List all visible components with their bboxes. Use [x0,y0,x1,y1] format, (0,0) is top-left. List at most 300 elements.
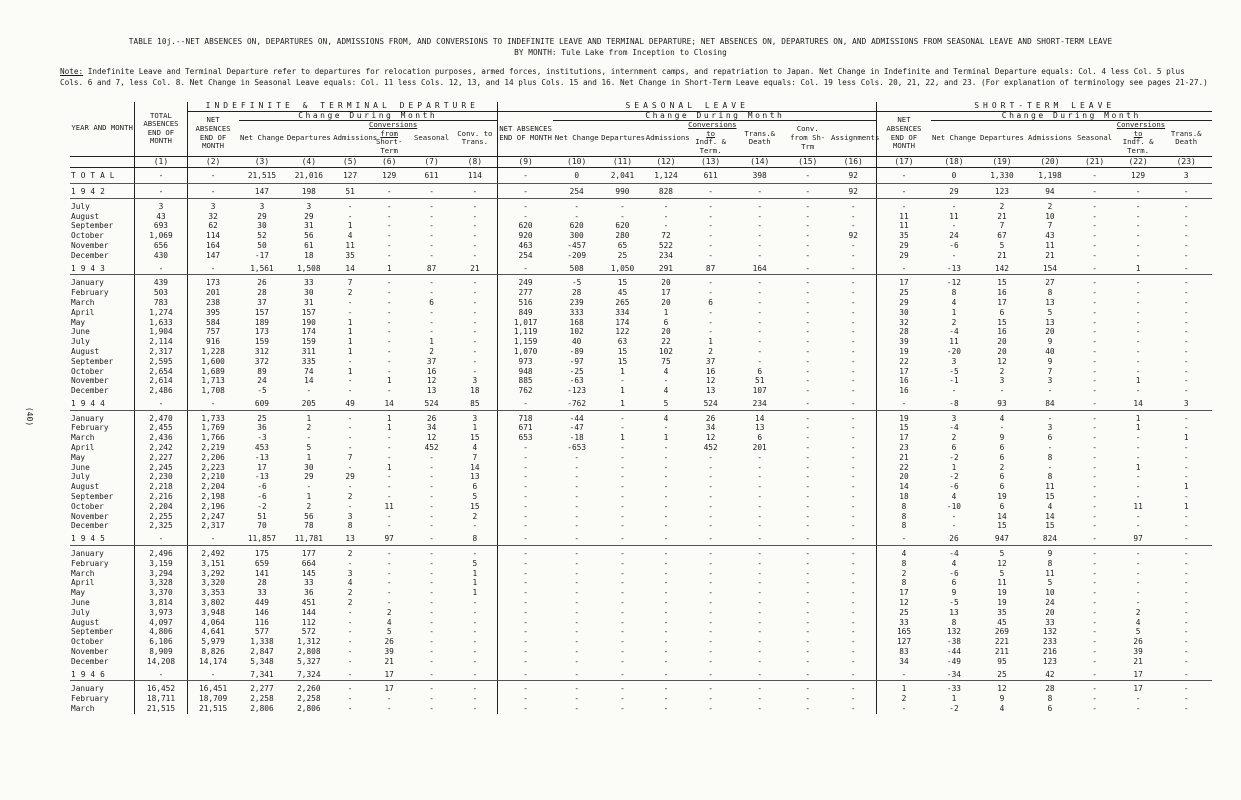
table-cell: - [663,578,669,588]
table-cell: -10 [946,501,961,511]
table-cell: - [574,558,580,568]
header-indef-departures: Departures [286,133,331,143]
table-cell: 3 [951,413,957,423]
table-row [70,231,1212,241]
table-cell: - [497,647,553,657]
table-cell: 29 [304,472,314,482]
table-cell: - [663,704,669,713]
table-cell: - [663,558,669,568]
table-cell: 34 [705,423,716,433]
table-cell: - [574,201,580,211]
table-cell: 13 [755,423,765,433]
table-cell: - [135,667,187,681]
table-cell: - [429,578,434,588]
table-cell: 15 [470,501,480,511]
table-cell: 2 [347,588,353,598]
column-number: (16) [830,156,877,168]
table-cell: - [620,201,625,211]
header-seasonal-conv-from-sh-trm: Conv. from Sh-Trm [790,124,826,151]
row-label: June [71,327,90,337]
table-cell: 335 [301,356,316,366]
table-cell: 159 [301,337,316,347]
table-cell: 2,223 [187,463,238,473]
table-cell: - [850,637,856,647]
table-cell: 32 [187,212,238,222]
table-cell: - [850,694,856,704]
table-cell: - [1092,423,1097,433]
table-cell: - [757,647,763,657]
table-cell: 5 [1047,578,1053,588]
table-cell: - [663,637,669,647]
table-row [70,512,1212,522]
header-seasonal-net-absences: NET ABSENCES END OF MONTH [497,111,553,156]
table-cell: 72 [661,231,671,241]
row-label: 1945 [70,531,135,545]
table-cell: -4 [949,549,959,559]
table-cell: - [1183,492,1189,502]
table-cell: 1 [1135,423,1141,433]
table-cell: 2 [472,511,478,521]
table-cell: - [497,396,553,410]
table-cell: - [1092,346,1097,356]
note-label: Note: [60,67,84,76]
table-cell: 173 [254,327,269,337]
table-cell: - [574,452,580,462]
table-cell: 17 [877,367,931,377]
table-cell: 15 [997,521,1007,531]
header-indef-net-change: Net Change [239,133,284,143]
table-cell: - [708,221,713,231]
table-cell: 5 [386,627,392,637]
table-cell: 147 [239,183,286,198]
table-cell: - [757,511,763,521]
table-cell: - [757,521,763,531]
row-label: April [71,443,95,453]
row-label: April [71,307,95,317]
table-cell: - [708,201,713,211]
table-cell: - [620,423,625,433]
row-label: December [71,521,109,531]
column-number: (20) [1027,156,1074,168]
column-number: (5) [332,156,368,168]
table-cell: - [347,501,353,511]
table-cell: 26 [257,278,267,288]
table-cell: -209 [567,250,587,260]
table-cell: - [785,396,830,410]
table-cell: 21 [997,250,1007,260]
table-cell: - [850,704,856,713]
table-cell: 30 [257,221,267,231]
header-indef-conv-to-trans: Conv. to Trans. [457,128,493,147]
table-cell: - [877,531,931,545]
table-row [70,681,1212,694]
table-cell: - [1135,250,1141,260]
table-cell: - [574,598,580,608]
table-cell: 1 [1135,376,1141,386]
table-cell: - [663,376,669,386]
table-row [70,367,1212,377]
table-cell: - [453,183,498,198]
table-cell: - [708,647,713,657]
table-cell: -4 [949,327,959,337]
table-cell: 4 [663,413,669,423]
table-cell: 3,151 [187,559,238,569]
table-cell: 201 [752,443,767,453]
table-cell: - [1183,549,1189,559]
table-cell: 20 [1045,327,1055,337]
table-cell: - [553,667,600,681]
table-cell: 8 [877,578,931,588]
table-cell: 144 [301,607,316,617]
table-cell: - [805,588,811,598]
table-cell: - [386,492,392,502]
table-cell: 49 [332,396,368,410]
table-cell: - [497,453,553,463]
table-cell: 620 [497,221,553,231]
table-cell: - [757,346,763,356]
table-cell: 5 [999,549,1005,559]
table-cell: 89 [257,366,267,376]
table-row [70,308,1212,318]
table-cell: 1,508 [285,261,332,275]
table-cell: 22 [661,337,671,347]
table-cell: - [785,261,830,275]
column-number: (13) [687,156,734,168]
table-cell: - [553,531,600,545]
table-cell: 2,260 [297,684,321,694]
table-cell: - [620,443,625,453]
table-cell: - [850,588,856,598]
table-cell: 4 [472,443,478,453]
table-cell: - [1047,443,1053,453]
table-cell: - [574,588,580,598]
table-cell: - [1183,221,1189,231]
table-cell: 7 [472,452,478,462]
table-cell: 5 [999,568,1005,578]
table-cell: - [187,261,238,275]
table-cell: - [497,198,553,211]
table-cell: -123 [567,386,587,396]
table-cell: 5 [999,240,1005,250]
table-cell: - [620,501,625,511]
header-conv-from-short-term: Short-Term [375,137,403,155]
table-cell: - [1092,492,1097,502]
table-cell: 269 [994,627,1009,637]
table-cell: 159 [254,337,269,347]
table-cell: - [429,647,434,657]
table-cell: - [1183,568,1189,578]
table-cell: - [1092,617,1097,627]
table-cell: - [757,501,763,511]
table-cell: 29 [931,183,978,198]
table-cell: - [429,452,434,462]
table-cell: - [850,578,856,588]
table-cell: 3,320 [187,578,238,588]
table-cell: - [472,637,478,647]
table-cell: - [999,386,1005,396]
row-label: September [71,221,114,231]
table-cell: - [757,250,763,260]
table-cell: - [687,667,734,681]
table-cell: - [1183,598,1189,608]
table-cell: - [620,617,625,627]
table-cell: - [663,588,669,598]
table-cell: - [850,317,856,327]
table-cell: - [708,452,713,462]
table-cell: - [1135,558,1141,568]
table-cell: - [1092,240,1097,250]
table-cell: - [805,472,811,482]
table-cell: 2,455 [135,423,187,433]
table-cell: - [645,531,687,545]
table-cell: 1,069 [135,231,187,241]
table-cell: -17 [254,250,269,260]
table-cell: - [386,433,392,443]
column-number: (8) [453,156,498,168]
title-line-1: TABLE 10j.--NET ABSENCES ON, DEPARTURES ON, ADMISSIONS FROM, AND CONVERSIONS TO INDEFINITE LEAVE AND TERMINAL DEPARTURE; NET ABSENCES ON, DEPARTURES ON, AND ADMISSIONS FROM SEASONAL LEAVE AND SHORT-TERM LEAVE [128,37,1113,46]
table-cell: 15 [470,433,480,443]
table-cell: 132 [946,627,961,637]
table-cell: - [472,231,478,241]
table-cell: 849 [497,308,553,318]
table-cell: 18,711 [135,694,187,704]
table-cell: 1 [663,433,669,443]
table-cell: - [386,337,392,347]
table-cell: - [850,433,856,443]
table-cell: - [850,240,856,250]
table-cell: - [1183,607,1189,617]
table-cell: 15 [997,317,1007,327]
table-row [70,657,1212,667]
table-cell: 216 [1042,647,1057,657]
table-cell: - [708,211,713,221]
table-cell: 1 [951,462,957,472]
table-cell: 3,814 [135,598,187,608]
column-number: (21) [1073,156,1115,168]
row-label: November [71,511,109,521]
table-cell: - [708,288,713,298]
row-label: March [71,297,95,307]
table-cell: 2,595 [135,357,187,367]
table-cell: 311 [301,346,316,356]
table-header [70,102,1212,168]
table-row [70,443,1212,453]
table-cell: 620 [569,221,584,231]
table-cell: 12 [997,558,1007,568]
table-cell: - [1135,598,1141,608]
table-row [70,627,1212,637]
row-label: August [71,211,100,221]
row-label: October [71,501,104,511]
table-cell: 65 [617,240,628,250]
table-cell: - [757,694,763,704]
table-cell: - [951,201,957,211]
table-cell: - [1092,231,1097,241]
table-cell: - [1135,307,1141,317]
table-cell: 21,515 [135,704,187,714]
table-cell: -1 [949,376,959,386]
table-cell: - [620,647,625,657]
table-cell: 175 [254,549,269,559]
table-cell: - [429,607,434,617]
header-seasonal-indf-term: Indf. & Term. [695,137,726,155]
table-cell: 3 [472,413,478,423]
table-cell: 2,041 [600,168,645,184]
table-cell: - [1092,549,1097,559]
table-cell: - [386,598,392,608]
table-cell: - [135,531,187,545]
table-cell: 2,206 [187,453,238,463]
table-cell: 8 [877,559,931,569]
table-cell: 2,806 [297,704,321,713]
table-cell: 11 [1045,240,1055,250]
table-cell: 1 [620,386,625,396]
table-cell: 94 [1027,183,1074,198]
column-number: (4) [285,156,332,168]
table-cell: 19 [877,410,931,423]
table-cell: - [1135,386,1141,396]
table-cell: - [429,211,434,221]
table-body [70,168,1212,714]
table-cell: - [757,598,763,608]
table-cell: - [1183,288,1189,298]
table-cell: 2,255 [135,512,187,522]
row-label: September [71,356,114,366]
table-cell: 453 [254,443,269,453]
table-cell: - [708,588,713,598]
table-cell: - [757,240,763,250]
table-cell: 74 [304,366,314,376]
table-cell: - [1183,307,1189,317]
table-cell: - [497,546,553,559]
table-cell: - [429,656,434,666]
table-cell: 29 [257,211,267,221]
table-cell: 56 [304,511,314,521]
table-cell: - [708,617,713,627]
table-cell: - [1092,647,1097,657]
table-cell: 18 [470,386,480,396]
table-cell: 142 [977,261,1026,275]
table-cell: 157 [301,307,316,317]
table-cell: - [600,531,645,545]
table-cell: 2,247 [187,512,238,522]
table-cell: 6 [708,297,713,307]
table-cell: -13 [254,452,269,462]
table-cell: - [1092,578,1097,588]
table-cell: - [1092,482,1097,492]
table-cell: - [850,452,856,462]
table-cell: - [708,704,713,713]
table-cell: - [347,297,353,307]
table-cell: 1 [347,346,353,356]
table-cell: 1,561 [239,261,286,275]
table-cell: - [1092,452,1097,462]
table-cell: 83 [877,647,931,657]
table-row [70,463,1212,473]
table-cell: - [1183,327,1189,337]
table-cell: 2,808 [297,647,321,657]
table-cell: 1 [951,307,957,317]
header-group-seasonal: SEASONAL LEAVE [497,102,877,111]
table-cell: - [1092,501,1097,511]
table-cell: - [1073,667,1115,681]
header-year-month: YEAR AND MONTH [71,123,133,133]
table-cell: 8 [877,521,931,531]
row-label: September [71,627,114,637]
table-cell: - [805,704,811,713]
table-cell: - [1092,694,1097,704]
table-cell: 4 [951,297,957,307]
table-cell: -89 [569,346,584,356]
table-cell: - [757,297,763,307]
table-cell: - [386,694,392,704]
table-cell: 0 [931,168,978,184]
table-cell: - [645,667,687,681]
table-cell: 61 [304,240,314,250]
table-row [70,410,1212,423]
table-cell: - [708,307,713,317]
table-cell: 14 [368,396,410,410]
table-cell: 7 [347,452,353,462]
table-cell: 45 [997,617,1007,627]
table-row [70,694,1212,704]
table-cell: - [574,549,580,559]
table-cell: - [663,549,669,559]
table-cell: 14 [1045,511,1055,521]
table-cell: 4 [663,366,669,376]
table-cell: - [1135,297,1141,307]
column-number: (23) [1160,156,1212,168]
row-label: March [71,704,95,713]
column-number: (22) [1116,156,1161,168]
table-cell: 824 [1027,531,1074,545]
table-cell: 1,633 [135,318,187,328]
table-cell: 620 [615,221,630,231]
table-cell: - [1183,617,1189,627]
table-cell: - [757,588,763,598]
table-cell: 2,654 [135,367,187,377]
table-cell: 5,327 [297,656,321,666]
header-short-change: Change During Month [931,111,1212,121]
table-cell: - [472,317,478,327]
table-cell: 14 [877,482,931,492]
table-cell: - [347,423,353,433]
table-cell: - [805,423,811,433]
row-label: February [71,288,109,298]
table-cell: 1,769 [187,423,238,433]
row-label: September [71,492,114,502]
row-label: December [71,386,109,396]
table-cell: - [497,569,553,579]
table-cell: 11 [877,221,931,231]
table-cell: - [1135,443,1141,453]
table-cell: - [805,356,811,366]
table-cell: 2,230 [135,472,187,482]
table-cell: -20 [946,346,961,356]
table-cell: - [497,492,553,502]
table-cell: - [1092,472,1097,482]
table-cell: 28 [571,288,582,298]
table-cell: - [708,549,713,559]
table-cell: - [1135,704,1141,713]
table-cell: 21 [384,656,394,666]
row-label: January [71,684,104,694]
table-cell: 2,114 [135,337,187,347]
table-cell: - [187,183,238,198]
table-cell: - [472,704,478,713]
table-cell: - [850,627,856,637]
table-cell: - [1092,656,1097,666]
